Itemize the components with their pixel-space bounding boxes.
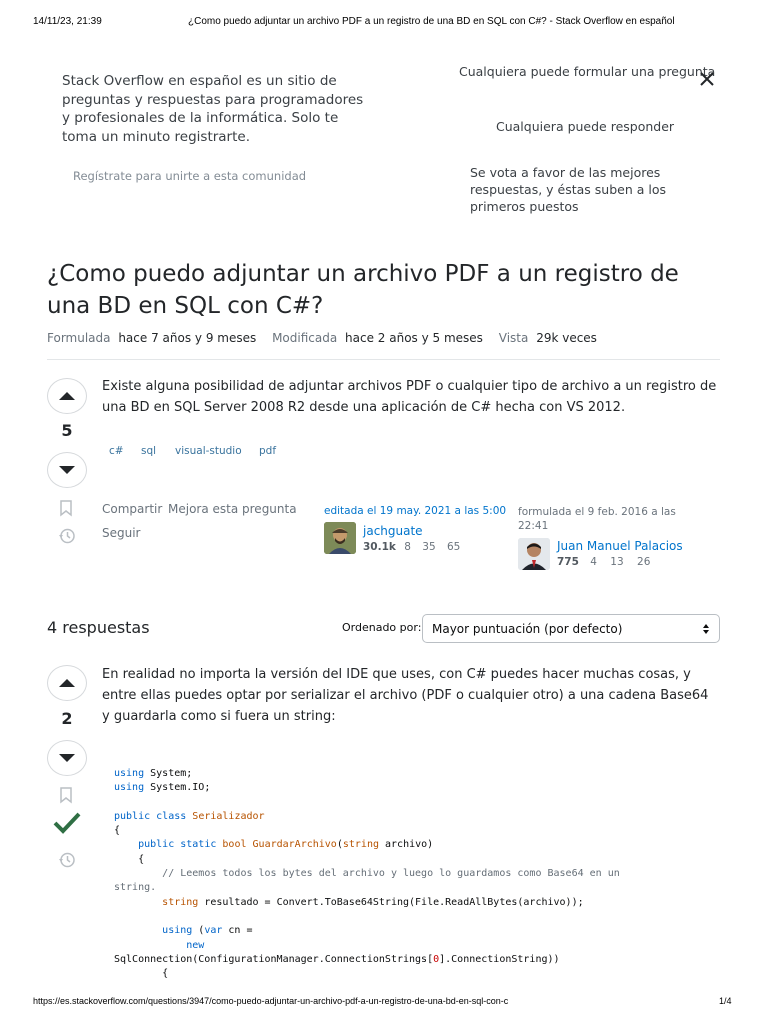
- answer-body: En realidad no importa la versión del IDE que uses, con C# puedes hacer muchas cosas, y entre ellas puedes optar por serializar el archivo (PDF o cualquier otro) a una cadena Base64 y guardarla como si fuera un string:: [102, 667, 709, 724]
- bookmark-icon[interactable]: [59, 787, 73, 808]
- share-link[interactable]: Compartir: [102, 502, 163, 516]
- signup-link[interactable]: Regístrate para unirte a esta comunidad: [73, 169, 307, 183]
- divider: [47, 359, 720, 360]
- asked-label: Formulada: [47, 331, 111, 345]
- code-line: SqlConnection(ConfigurationManager.ConnectionStrings[0].ConnectionString)): [114, 953, 560, 965]
- question-meta: [47, 331, 597, 345]
- viewed-label: Vista: [498, 331, 529, 345]
- question-title: ¿Como puedo adjuntar un archivo PDF a un registro de una BD en SQL con C#?: [47, 261, 679, 319]
- answer-score: 2: [61, 709, 73, 728]
- arrow-down-icon: [59, 466, 75, 474]
- code-line: {: [114, 968, 169, 980]
- asked-time: formulada el 9 feb. 2016 a las 22:41: [518, 506, 676, 532]
- avatar[interactable]: [324, 522, 356, 554]
- follow-link[interactable]: Seguir: [102, 526, 141, 540]
- tag-list: [109, 445, 276, 457]
- tag-sql[interactable]: sql: [141, 445, 157, 457]
- owner-reputation: 775: [557, 556, 579, 568]
- owner-gold: 4: [590, 556, 597, 568]
- code-line: {: [114, 825, 121, 837]
- edited-link[interactable]: editada el 19 may. 2021 a las 5:00: [324, 505, 507, 517]
- code-line: using (var cn =: [162, 925, 253, 937]
- modified-label: Modificada: [272, 331, 338, 345]
- question-body: Existe alguna posibilidad de adjuntar archivos PDF o cualquier tipo de archivo a un registro de una BD en SQL Server 2008 R2 desde una aplicación de C# hecha con VS 2012.: [102, 379, 717, 415]
- arrow-up-icon: [59, 679, 75, 687]
- downvote-button[interactable]: [47, 452, 87, 488]
- code-line: string resultado = Convert.ToBase64String(File.ReadAllBytes(archivo));: [162, 896, 584, 908]
- owner-name[interactable]: Juan Manuel Palacios: [557, 539, 683, 553]
- banner-description: Stack Overflow en español es un sitio de preguntas y respuestas para programadores y profesionales de la informática. Solo te toma un minuto registrarte.: [62, 73, 364, 145]
- history-icon[interactable]: [58, 851, 76, 873]
- editor-stats: [363, 541, 460, 553]
- editor-bronze: 65: [446, 541, 461, 553]
- code-line: using System.IO;: [114, 782, 211, 794]
- answers-count: 4 respuestas: [47, 618, 150, 637]
- editor-reputation: 30.1k: [363, 541, 396, 553]
- history-icon[interactable]: [58, 527, 76, 549]
- avatar[interactable]: [518, 538, 550, 570]
- editor-silver: 35: [422, 541, 436, 553]
- tag-pdf[interactable]: pdf: [259, 445, 277, 457]
- code-line: // Leemos todos los bytes del archivo y luego lo guardamos como Base64 en un: [162, 868, 620, 880]
- print-url: https://es.stackoverflow.com/questions/3947/como-puedo-adjuntar-un-archivo-pdf-a-un-registro-de-una-bd-en-sql-con-c: [33, 996, 509, 1006]
- modified-value: hace 2 años y 5 meses: [345, 331, 483, 345]
- asked-value: hace 7 años y 9 meses: [118, 331, 257, 345]
- code-line: new: [186, 939, 205, 951]
- code-line: {: [114, 853, 145, 865]
- owner-bronze: 26: [637, 556, 651, 568]
- checkmark-icon: [53, 811, 81, 839]
- arrow-down-icon: [59, 754, 75, 762]
- feature-vote: Se vota a favor de las mejores respuestas, y éstas suben a los primeros puestos: [470, 165, 666, 214]
- tag-visual-studio[interactable]: visual-studio: [175, 445, 242, 457]
- code-line: string.: [114, 882, 157, 894]
- code-line: public class Serializador: [114, 810, 265, 822]
- feature-answer: Cualquiera puede responder: [496, 119, 675, 134]
- owner-stats: [557, 556, 650, 568]
- owner-silver: 13: [610, 556, 624, 568]
- code-block: [114, 767, 714, 981]
- improve-link[interactable]: Mejora esta pregunta: [168, 502, 297, 516]
- sort-selected: Mayor puntuación (por defecto): [432, 621, 623, 636]
- sort-select[interactable]: [422, 614, 720, 643]
- upvote-button[interactable]: [47, 378, 87, 414]
- arrow-up-icon: [59, 392, 75, 400]
- tag-csharp[interactable]: c#: [109, 445, 124, 457]
- code-line: public static bool GuardarArchivo(string archivo): [138, 839, 434, 851]
- viewed-value: 29k veces: [536, 331, 597, 345]
- editor-gold: 8: [404, 541, 411, 553]
- question-score: 5: [61, 421, 73, 440]
- code-line: [114, 796, 714, 810]
- feature-ask: Cualquiera puede formular una pregunta: [459, 64, 716, 79]
- editor-name[interactable]: jachguate: [363, 524, 423, 538]
- sort-label: Ordenado por:: [342, 621, 422, 634]
- answer-upvote-button[interactable]: [47, 665, 87, 701]
- code-line: [114, 910, 714, 924]
- select-arrows-icon: [702, 623, 710, 635]
- bookmark-icon[interactable]: [59, 500, 73, 521]
- answer-downvote-button[interactable]: [47, 740, 87, 776]
- code-line: using System;: [114, 768, 193, 779]
- close-icon[interactable]: [698, 70, 716, 88]
- print-datetime: 14/11/23, 21:39: [33, 16, 102, 27]
- print-page-title: ¿Como puedo adjuntar un archivo PDF a un registro de una BD en SQL con C#? - Stack Overflow en español: [188, 16, 675, 27]
- print-page-number: 1/4: [719, 996, 732, 1006]
